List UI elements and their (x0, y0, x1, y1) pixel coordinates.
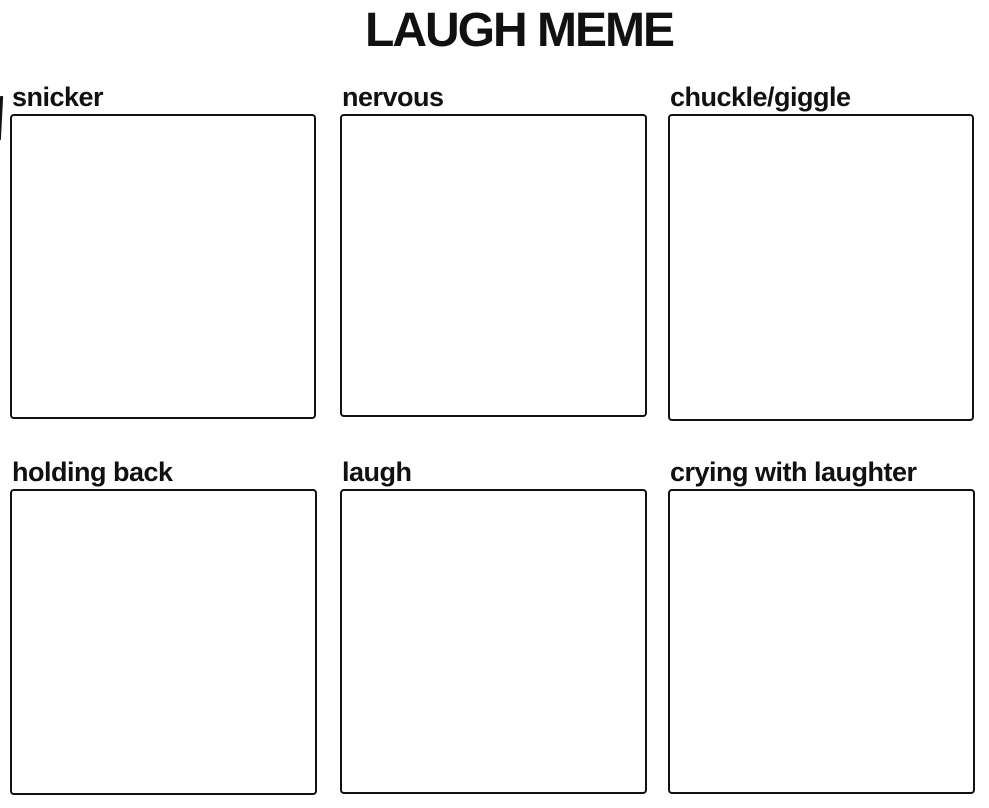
panel-label-crying-with-laughter: crying with laughter (670, 457, 917, 487)
panel-box-chuckle-giggle (668, 114, 974, 421)
panel-snicker (10, 83, 316, 419)
panel-nervous (340, 83, 647, 417)
panel-box-laugh (340, 489, 647, 794)
panel-label-laugh: laugh (342, 457, 412, 487)
panel-box-crying-with-laughter (668, 489, 975, 794)
panel-box-holding-back (10, 489, 317, 795)
panel-laugh (340, 458, 647, 794)
panel-label-nervous: nervous (342, 82, 444, 112)
panel-box-nervous (340, 114, 647, 417)
panel-label-holding-back: holding back (12, 457, 173, 487)
stray-edge-mark (0, 96, 3, 140)
panel-label-snicker: snicker (12, 82, 104, 112)
panel-chuckle-giggle (668, 83, 974, 421)
panel-crying-with-laughter (668, 458, 975, 794)
panel-box-snicker (10, 114, 316, 419)
page-title: LAUGH MEME (365, 4, 673, 57)
panel-label-chuckle-giggle: chuckle/giggle (670, 82, 851, 112)
panel-holding-back (10, 458, 317, 795)
